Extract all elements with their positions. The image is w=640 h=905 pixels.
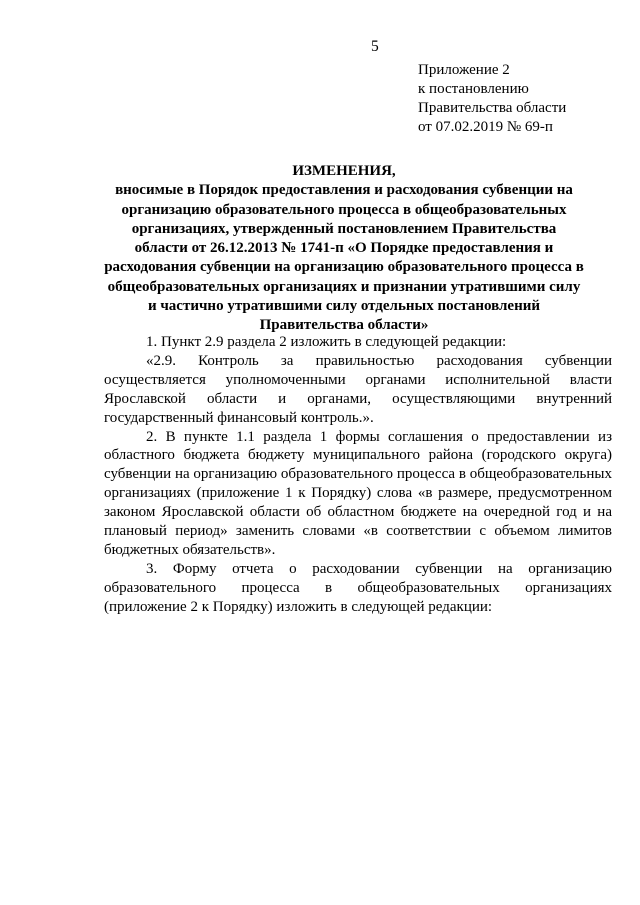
paragraph-2: «2.9. Контроль за правильностью расходования субвенции осуществляется уполномоченными органами исполнительной власти Ярославской области и органами, осуществляющими внутренний государственный финансовый контроль.».	[104, 352, 612, 426]
paragraph-3: 2. В пункте 1.1 раздела 1 формы соглашения о предоставлении из областного бюджета бюджету муниципального района (городского округа) субвенции на организацию образовательного процесса в общеобразовательных организациях (приложение 1 к Порядку) слова «в размере, предусмотренном законом Ярославской области об областном бюджете на очередной год и на плановый период» заменить словами «в соответствии с объемом лимитов бюджетных обязательств».	[104, 428, 612, 558]
appendix-line-2: к постановлению	[418, 81, 529, 97]
paragraph-1: 1. Пункт 2.9 раздела 2 изложить в следующей редакции:	[146, 334, 507, 350]
document-title	[104, 162, 584, 336]
paragraph-4: 3. Форму отчета о расходовании субвенции на организацию образовательного процесса в общеобразовательных организациях (приложение 2 к Порядку) изложить в следующей редакции:	[104, 560, 612, 615]
appendix-line-1: Приложение 2	[418, 62, 510, 78]
appendix-line-4: от 07.02.2019 № 69-п	[418, 119, 553, 135]
title-subtitle: вносимые в Порядок предоставления и расходования субвенции на организацию образовательного процесса в общеобразовательных организациях, утвержденный постановлением Правительства области от 26.12.2013 № 1741-п «О Порядке предоставления и расходования субвенции на организацию образовательного процесса в общеобразовательных организациях и признании утратившими силу и частично утратившими силу отдельных постановлений Правительства области»	[104, 182, 584, 334]
title-heading: ИЗМЕНЕНИЯ,	[292, 163, 396, 179]
page-number: 5	[371, 38, 379, 55]
appendix-block	[418, 61, 566, 137]
document-body	[104, 333, 612, 617]
appendix-line-3: Правительства области	[418, 100, 567, 116]
